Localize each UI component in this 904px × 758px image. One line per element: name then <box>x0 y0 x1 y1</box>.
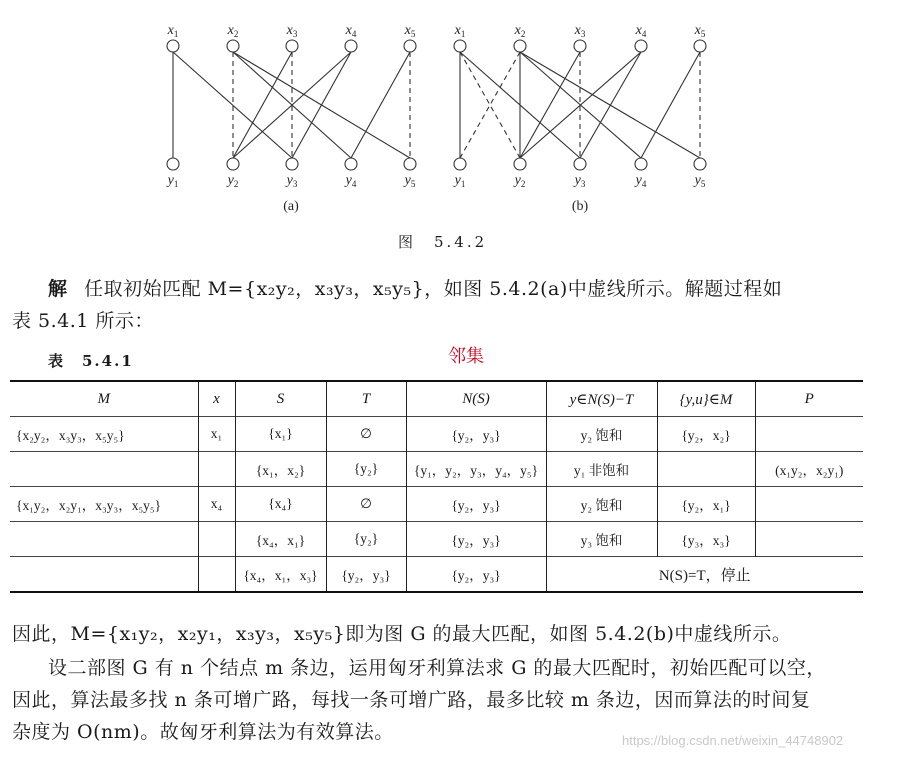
cell-t: {y₂} <box>326 522 406 557</box>
node-label-y2: $y_2$ <box>514 173 526 189</box>
cell-p <box>755 487 863 522</box>
cell-p: (x₁y₂，x₂y₁) <box>755 452 863 487</box>
node-y4 <box>345 158 357 170</box>
node-label-x3: $x_3$ <box>286 23 298 39</box>
node-label-x5: $x_5$ <box>694 23 706 39</box>
cell-t: ∅ <box>326 417 406 452</box>
node-x2 <box>514 40 526 52</box>
cell-t: {y₂，y₃} <box>326 557 406 593</box>
edge-x5-y4 <box>351 52 410 158</box>
cell-ns: {y₂，y₃} <box>406 557 546 593</box>
analysis-line-2: 因此，算法最多找 n 条可增广路，每找一条可增广路，最多比较 m 条边，因而算法的时间复 <box>12 689 811 711</box>
cell-x <box>198 522 235 557</box>
cell-s: {x₄，x₁} <box>235 522 326 557</box>
graph-panel-a <box>166 23 416 214</box>
header-ns: N(S) <box>406 381 546 417</box>
node-label-y5: $y_5$ <box>404 173 416 189</box>
cell-s: {x₁，x₂} <box>235 452 326 487</box>
cell-m <box>10 452 198 487</box>
node-label-x4: $x_4$ <box>345 23 357 39</box>
cell-m <box>10 557 198 593</box>
header-t: T <box>326 381 406 417</box>
table-title: 表 5.4.1 <box>48 352 134 370</box>
analysis-line-3: 杂度为 O(nm)。故匈牙利算法为有效算法。 <box>12 721 394 743</box>
cell-t: {y₂} <box>326 452 406 487</box>
edge-x4-y3 <box>580 52 641 158</box>
cell-yu <box>657 452 755 487</box>
solution-label: 解 <box>48 278 68 300</box>
cell-yu: {y₂，x₁} <box>657 487 755 522</box>
cell-ns: {y₂，y₃} <box>406 522 546 557</box>
cell-m <box>10 522 198 557</box>
node-label-y5: $y_5$ <box>694 173 706 189</box>
node-y3 <box>574 158 586 170</box>
watermark: https://blog.csdn.net/weixin_44748902 <box>622 733 844 748</box>
header-p: P <box>755 381 863 417</box>
cell-y: y₁ 非饱和 <box>546 452 657 487</box>
edge-x3-y2 <box>520 52 580 158</box>
node-label-x3: $x_3$ <box>574 23 586 39</box>
node-label-x2: $x_2$ <box>227 23 239 39</box>
table-row <box>10 487 863 522</box>
cell-s: {x₄，x₁，x₃} <box>235 557 326 593</box>
header-s: S <box>235 381 326 417</box>
node-y4 <box>635 158 647 170</box>
header-x: x <box>198 381 235 417</box>
node-label-y3: $y_3$ <box>286 173 298 189</box>
cell-yu: {y₃，x₃} <box>657 522 755 557</box>
panel-label-panel_b: (b) <box>571 199 589 214</box>
node-label-x1: $x_1$ <box>454 23 466 39</box>
header-m: M <box>10 381 198 417</box>
cell-p <box>755 522 863 557</box>
edge-x4-y3 <box>292 52 351 158</box>
edge-x5-y4 <box>641 52 700 158</box>
node-label-x5: $x_5$ <box>404 23 416 39</box>
node-x5 <box>404 40 416 52</box>
cell-s: {x₁} <box>235 417 326 452</box>
table-row <box>10 417 863 452</box>
cell-m: {x₂y₂，x₃y₃，x₅y₅} <box>10 417 198 452</box>
hungarian-steps-table <box>10 380 863 593</box>
node-y2 <box>227 158 239 170</box>
table-row <box>10 557 863 593</box>
bipartite-figure <box>0 0 904 260</box>
node-label-x1: $x_1$ <box>167 23 179 39</box>
header-yu: {y,u}∈M <box>657 381 755 417</box>
solution-line-1 <box>48 277 782 301</box>
graph-panel-b <box>453 23 706 214</box>
conclusion-text: 因此，M={x₁y₂，x₂y₁，x₃y₃，x₅y₅}即为图 G 的最大匹配，如图 5.4.2(b)中虚线所示。 <box>12 623 792 645</box>
node-label-y1: $y_1$ <box>454 173 466 189</box>
analysis-line-1: 设二部图 G 有 n 个结点 m 条边，运用匈牙利算法求 G 的最大匹配时，初始匹配可以空， <box>48 657 826 679</box>
figure-caption: 图 5.4.2 <box>398 233 488 251</box>
annotation-neighbor-set: 邻集 <box>448 346 484 367</box>
node-y1 <box>454 158 466 170</box>
cell-ns: {y₁，y₂，y₃，y₄，y₅} <box>406 452 546 487</box>
table-row <box>10 452 863 487</box>
node-x4 <box>345 40 357 52</box>
node-label-y3: $y_3$ <box>574 173 586 189</box>
node-label-y2: $y_2$ <box>227 173 239 189</box>
node-x5 <box>694 40 706 52</box>
node-y5 <box>694 158 706 170</box>
table-row <box>10 522 863 557</box>
table-header-row <box>10 381 863 417</box>
node-label-x4: $x_4$ <box>635 23 647 39</box>
node-y2 <box>514 158 526 170</box>
cell-x <box>198 557 235 593</box>
node-x3 <box>286 40 298 52</box>
cell-ns: {y₂，y₃} <box>406 487 546 522</box>
node-y1 <box>167 158 179 170</box>
node-x3 <box>574 40 586 52</box>
cell-m: {x₁y₂，x₂y₁，x₃y₃，x₅y₅} <box>10 487 198 522</box>
cell-stop: N(S)=T，停止 <box>546 557 863 593</box>
node-label-x2: $x_2$ <box>514 23 526 39</box>
node-label-y4: $y_4$ <box>635 173 647 189</box>
node-x1 <box>454 40 466 52</box>
node-y3 <box>286 158 298 170</box>
cell-p <box>755 417 863 452</box>
cell-s: {x₄} <box>235 487 326 522</box>
cell-ns: {y₂，y₃} <box>406 417 546 452</box>
solution-text-1: 任取初始匹配 M={x₂y₂，x₃y₃，x₅y₅}，如图 5.4.2(a)中虚线所示。解题过程如 <box>84 278 783 300</box>
cell-yu: {y₂，x₂} <box>657 417 755 452</box>
cell-x: x₄ <box>198 487 235 522</box>
cell-x: x₁ <box>198 417 235 452</box>
cell-y: y₂ 饱和 <box>546 487 657 522</box>
node-label-y1: $y_1$ <box>167 173 179 189</box>
cell-x <box>198 452 235 487</box>
panel-label-panel_a: (a) <box>283 199 299 214</box>
edge-x3-y2 <box>233 52 292 158</box>
cell-t: ∅ <box>326 487 406 522</box>
node-x4 <box>635 40 647 52</box>
node-x1 <box>167 40 179 52</box>
node-x2 <box>227 40 239 52</box>
header-y: y∈N(S)−T <box>546 381 657 417</box>
solution-line-2: 表 5.4.1 所示： <box>12 310 154 332</box>
cell-y: y₃ 饱和 <box>546 522 657 557</box>
cell-y: y₂ 饱和 <box>546 417 657 452</box>
node-y5 <box>404 158 416 170</box>
node-label-y4: $y_4$ <box>345 173 357 189</box>
